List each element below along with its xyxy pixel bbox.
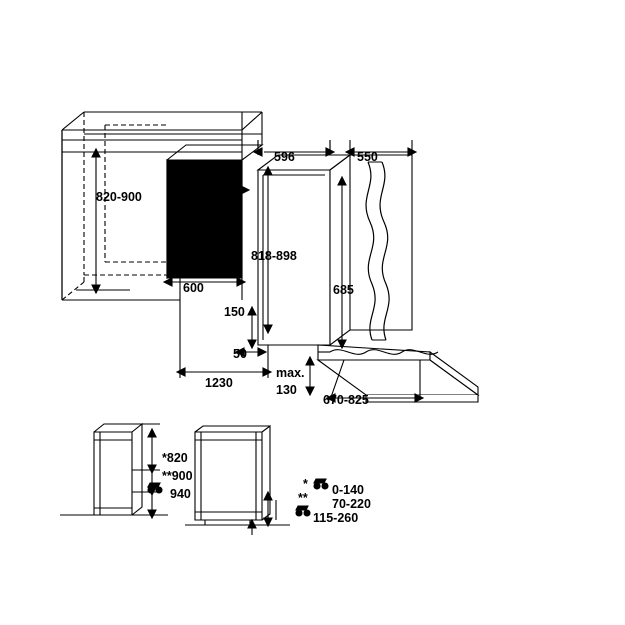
door-open-range-label: 670-825 (323, 393, 369, 407)
appliance-height-label: 818-898 (251, 249, 297, 263)
legend-star-2: ** (298, 491, 308, 505)
legend-value-3: 115-260 (313, 511, 359, 525)
side-height-2-label: **900 (162, 469, 193, 483)
niche-height-label: 820-900 (96, 190, 142, 204)
legend-star-1: * (303, 477, 308, 491)
side-height-3-label: 940 (170, 487, 191, 501)
foot-height-label: 50 (233, 347, 247, 361)
side-height-1-label: *820 (162, 451, 188, 465)
max-value-label: 130 (276, 383, 297, 397)
legend-value-2: 70-220 (332, 497, 371, 511)
legend-value-1: 0-140 (332, 483, 364, 497)
total-depth-label: 1230 (205, 376, 233, 390)
plinth-height-label: 150 (224, 305, 245, 319)
max-label: max. (276, 366, 305, 380)
inner-height-label: 685 (333, 283, 354, 297)
top-width-label: 596 (274, 150, 295, 164)
door-width-label: 550 (357, 150, 378, 164)
min-depth-label: min. 550 (185, 176, 236, 190)
niche-width-label: 600 (183, 281, 204, 295)
